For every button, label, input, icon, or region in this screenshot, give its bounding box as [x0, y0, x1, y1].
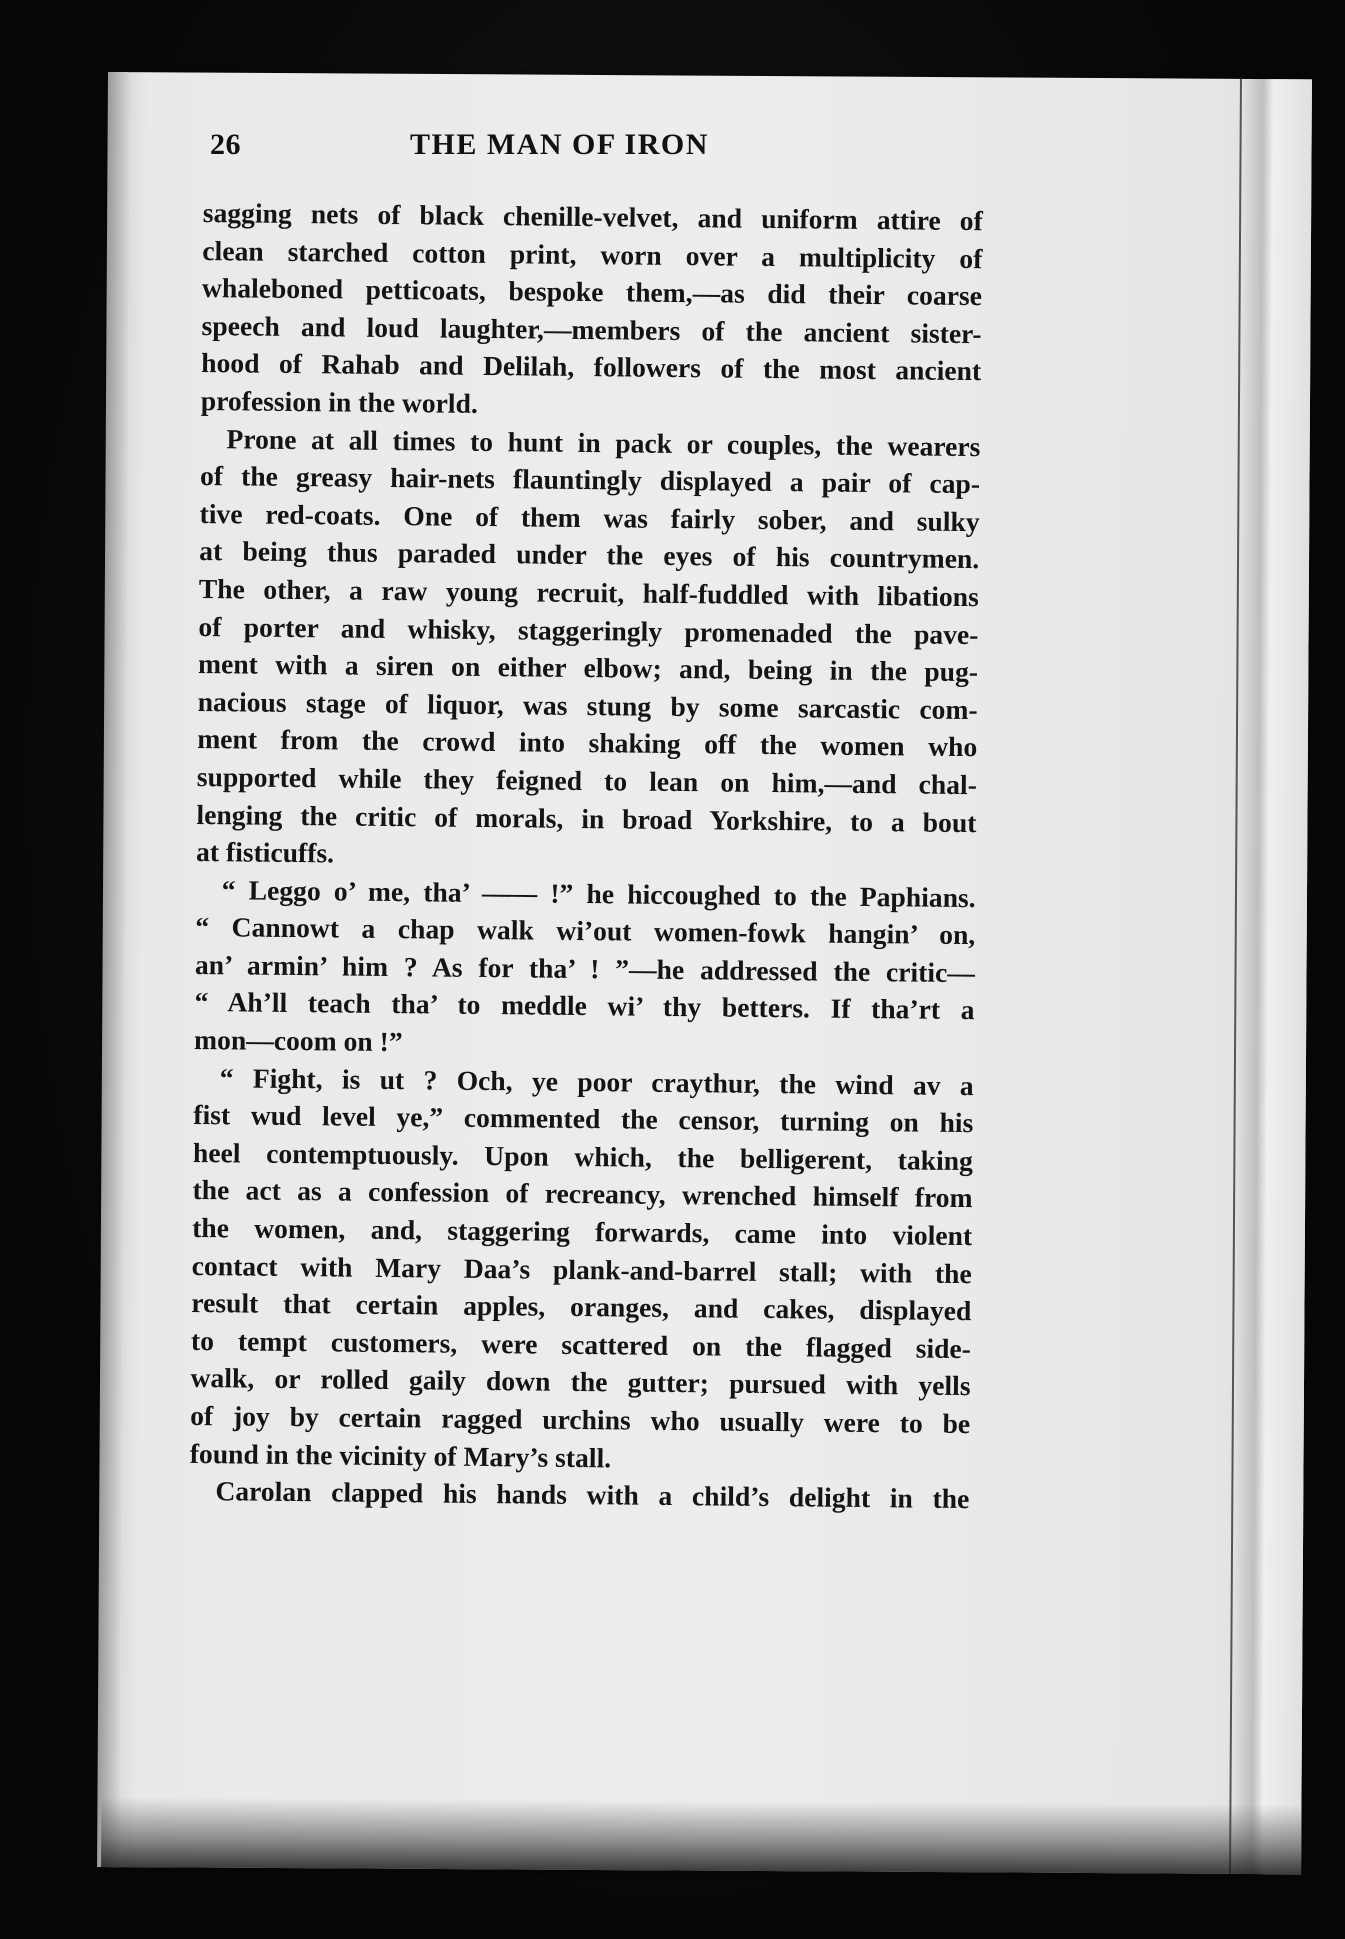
text-line: of porter and whisky, staggeringly promenaded the pave- [198, 610, 979, 650]
text-line: tive red-coats. One of them was fairly sober, and sulky [199, 497, 980, 537]
text-line: the women, and, staggering forwards, came into violent [192, 1211, 973, 1252]
text-line: of the greasy hair-nets flauntingly displayed a pair of cap- [199, 460, 981, 500]
page-header [210, 128, 950, 168]
text-line: mon—coom on !” [193, 1024, 403, 1058]
text-line: the act as a confession of recreancy, wrenched himself from [192, 1174, 973, 1214]
text-line: The other, a raw young recruit, half-fuddled with libations [198, 572, 979, 613]
text-line: at fisticuffs. [195, 836, 335, 869]
text-line: heel contemptuously. Upon which, the belligerent, taking [192, 1136, 974, 1176]
text-line: an’ armin’ him ? As for tha’ ! ”—he addressed the critic— [194, 948, 976, 988]
text-line: “ Fight, is ut ? Och, ye poor craythur, the wind av a [219, 1061, 974, 1101]
text-line: fist wud level ye,” commented the censor, turning on his [193, 1099, 974, 1139]
text-line: “ Cannowt a chap walk wi’out women-fowk hangin’ on, [195, 911, 976, 951]
body-text [189, 194, 983, 1518]
text-line: nacious stage of liquor, was stung by some sarcastic com- [197, 685, 978, 725]
text-line: Carolan clapped his hands with a child’s delight in the [215, 1475, 970, 1515]
text-line: lenging the critic of morals, in broad Yorkshire, to a bout [196, 798, 977, 838]
text-line: clean starched cotton print, worn over a multiplicity of [202, 234, 983, 274]
text-line: speech and loud laughter,—members of the ancient sister- [201, 309, 982, 349]
text-line: whaleboned petticoats, bespoke them,—as did their coarse [201, 272, 983, 312]
facing-page-edge [1229, 79, 1312, 1874]
text-line: “ Leggo o’ me, tha’ —— !” he hiccoughed to the Paphians. [221, 873, 976, 913]
text-line: Prone at all times to hunt in pack or couples, the wearers [226, 422, 981, 462]
text-line: contact with Mary Daa’s plank-and-barrel stall; with the [191, 1249, 972, 1289]
text-line: “ Ah’ll teach tha’ to meddle wi’ thy betters. If tha’rt a [194, 986, 975, 1026]
running-head: THE MAN OF IRON [410, 128, 709, 161]
text-line: to tempt customers, were scattered on the flagged side- [190, 1324, 972, 1364]
text-line: of joy by certain ragged urchins who usually were to be [190, 1399, 971, 1440]
text-line: at being thus paraded under the eyes of his countrymen. [199, 535, 980, 575]
text-line: found in the vicinity of Mary’s stall. [189, 1437, 612, 1473]
page-number: 26 [210, 128, 241, 161]
text-line: profession in the world. [200, 384, 478, 419]
page-bottom-shadow [101, 1797, 1301, 1874]
text-line: walk, or rolled gaily down the gutter; pursued with yells [190, 1362, 971, 1402]
text-line: hood of Rahab and Delilah, followers of the most ancient [201, 347, 982, 387]
text-line: supported while they feigned to lean on him,—and chal- [196, 760, 978, 801]
text-line: ment from the crowd into shaking off the women who [197, 723, 978, 763]
text-line: sagging nets of black chenille-velvet, and uniform attire of [202, 196, 983, 237]
text-line: result that certain apples, oranges, and cakes, displayed [191, 1287, 972, 1327]
text-line: ment with a siren on either elbow; and, being in the pug- [197, 648, 979, 688]
